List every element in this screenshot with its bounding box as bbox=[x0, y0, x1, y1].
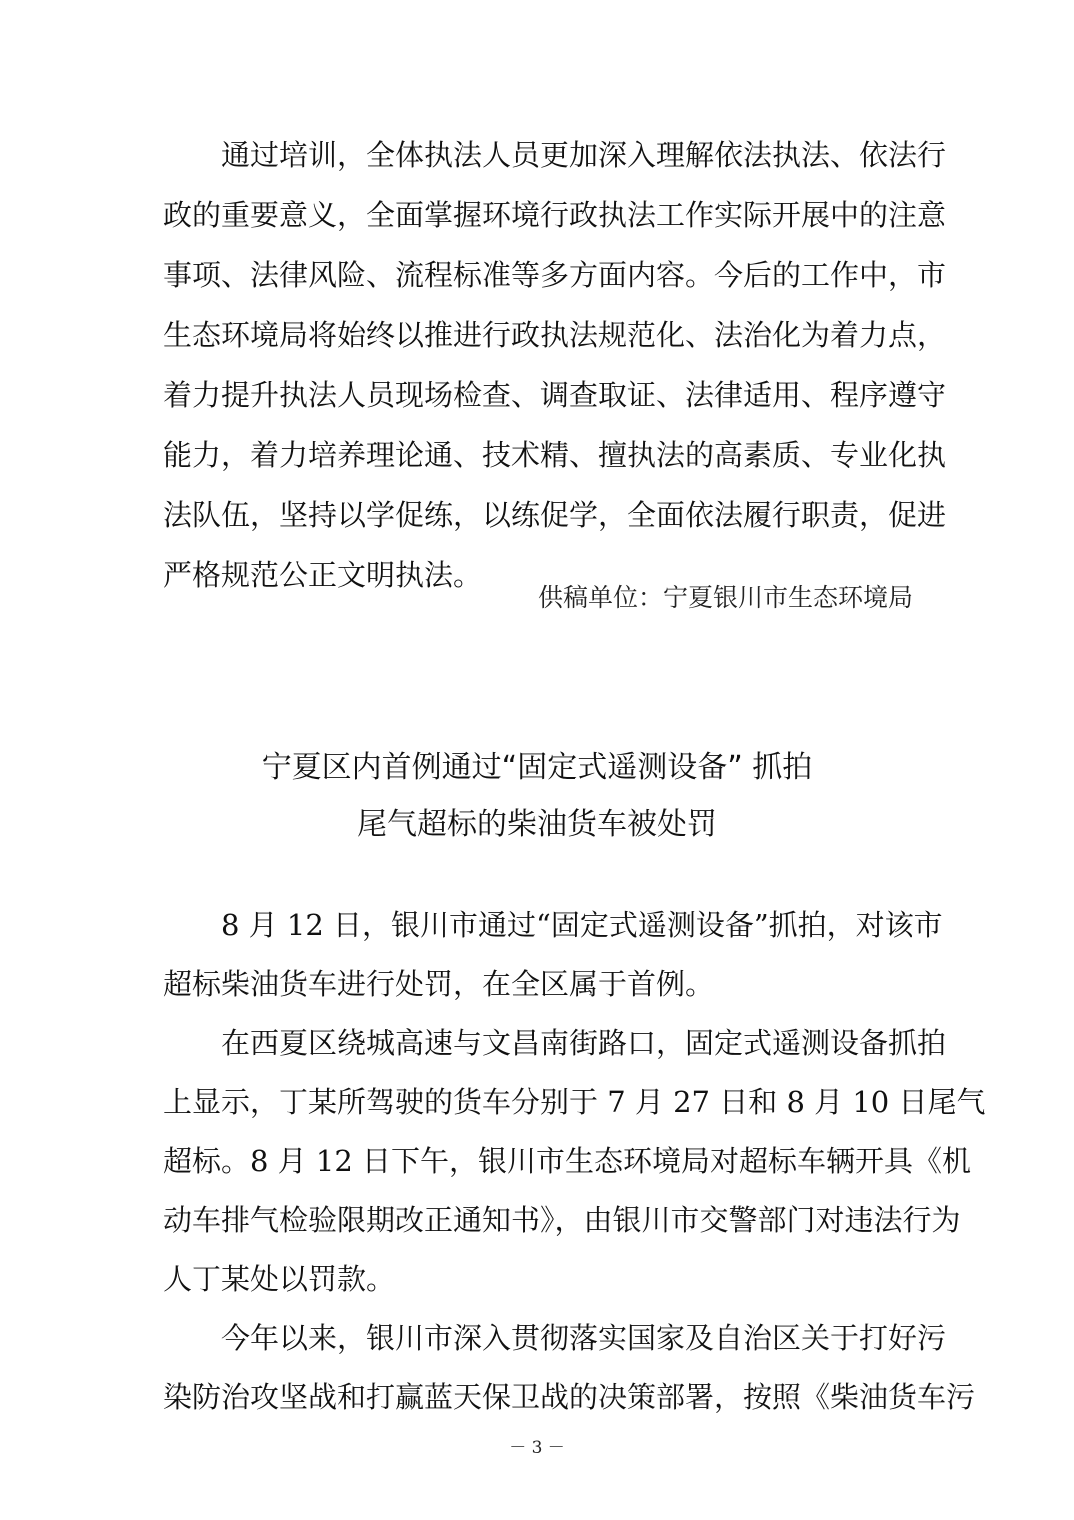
paragraph-line: 在西夏区绕城高速与文昌南街路口，固定式遥测设备抓拍 bbox=[221, 1026, 947, 1060]
paragraph-line: 上显示，丁某所驾驶的货车分别于 7 月 27 日和 8 月 10 日尾气 bbox=[163, 1085, 986, 1119]
page-number: － 3 － bbox=[509, 1438, 565, 1458]
paragraph-line: 法队伍，坚持以学促练，以练促学，全面依法履行职责，促进 bbox=[163, 498, 947, 532]
paragraph-line: 严格规范公正文明执法。 bbox=[163, 558, 483, 592]
paragraph-line: 生态环境局将始终以推进行政执法规范化、法治化为着力点， bbox=[163, 318, 947, 352]
paragraph-line: 事项、法律风险、流程标准等多方面内容。今后的工作中，市 bbox=[163, 258, 947, 292]
paragraph-line: 动车排气检验限期改正通知书》，由银川市交警部门对违法行为 bbox=[163, 1203, 961, 1237]
paragraph-line: 今年以来，银川市深入贯彻落实国家及自治区关于打好污 bbox=[221, 1321, 947, 1355]
paragraph-line: 超标。8 月 12 日下午，银川市生态环境局对超标车辆开具《机 bbox=[163, 1144, 972, 1178]
paragraph-line: 人丁某处以罚款。 bbox=[163, 1262, 396, 1296]
paragraph-line: 着力提升执法人员现场检查、调查取证、法律适用、程序遵守 bbox=[163, 378, 947, 412]
article-title-line-1: 宁夏区内首例通过“固定式遥测设备” 抓拍 bbox=[261, 750, 813, 785]
source-attribution: 供稿单位：宁夏银川市生态环境局 bbox=[537, 583, 913, 612]
paragraph-line: 染防治攻坚战和打赢蓝天保卫战的决策部署，按照《柴油货车污 bbox=[163, 1380, 976, 1414]
paragraph-line: 通过培训，全体执法人员更加深入理解依法执法、依法行 bbox=[221, 138, 947, 172]
paragraph-line: 政的重要意义，全面掌握环境行政执法工作实际开展中的注意 bbox=[163, 198, 947, 232]
paragraph-line: 能力，着力培养理论通、技术精、擅执法的高素质、专业化执 bbox=[163, 438, 947, 472]
paragraph-line: 超标柴油货车进行处罚，在全区属于首例。 bbox=[163, 967, 715, 1001]
paragraph-line: 8 月 12 日，银川市通过“固定式遥测设备”抓拍，对该市 bbox=[221, 908, 943, 942]
article-title-line-2: 尾气超标的柴油货车被处罚 bbox=[357, 807, 717, 842]
